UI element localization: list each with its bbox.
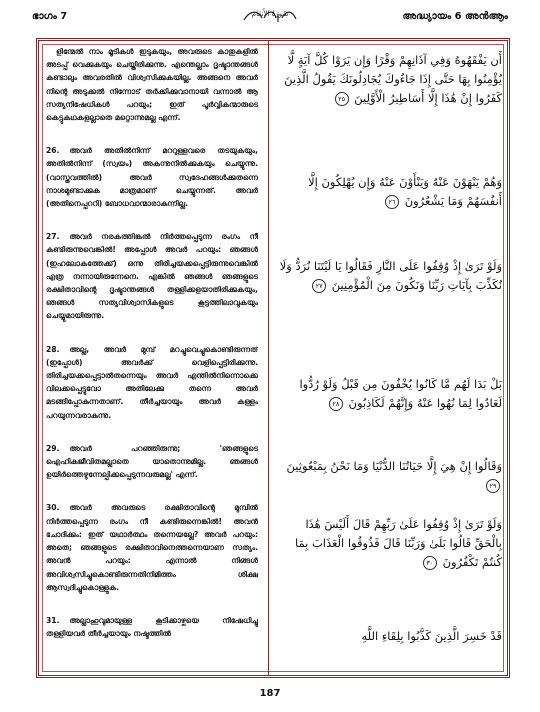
arabic-verse: وَقَالُوا إِنْ هِيَ إِلَّا حَيَاتُنَا الدُّنْيَا وَمَا نَحْنُ بِمَبْعُوثِينَ ٢٩ [276, 457, 502, 495]
column-divider [268, 41, 269, 675]
translation-column [46, 45, 258, 673]
page-header [0, 0, 540, 30]
verse-number-marker: ٢٧ [312, 279, 326, 293]
translation-paragraph: 26. അവർ അതിൽനിന്ന് മററുള്ളവരെ തടയുകയും, അതിൽനിന്ന് (സ്വയം) അകന്നുനിൽക്കുകയും ചെയ്യുന്നു. (വാസ്തവത്തിൽ) അവർ സ്വദേഹങ്ങൾക്കുതന്നെ നാശമുണ്ടാക്കുക മാത്രമാണ് ചെയ്യുന്നത്. അവർ (അതിനെപ്പററി) ബോധവാന്മാരാകുന്നില്ല. [46, 146, 258, 209]
verse-number-marker: ٢٥ [335, 92, 349, 106]
arabic-verse: أَن يَفْقَهُوهُ وَفِي آذَانِهِمْ وَقْرًا وَإِن يَرَوْا كُلَّ آيَةٍ لَّا يُؤْمِنُوا بِهَا حَتَّى إِذَا جَاءُوكَ يُجَادِلُونَكَ يَقُولُ الَّذِينَ كَفَرُوا إِنْ هَٰذَا إِلَّا أَسَاطِيرُ الْأَوَّلِينَ ٢٥ [284, 53, 502, 105]
verse-number-marker: ٢٦ [385, 195, 399, 209]
translation-paragraph: 29. അവർ പറഞ്ഞിരുന്നു; 'ഞങ്ങളുടെ ഐഹികജീവിതമല്ലാതെ യാതൊന്നുമില്ല. ഞങ്ങൾ ഉയിർത്തെഴുന്നേല്പിക്കപ്പെടുന്നവരുമല്ല' എന്ന്. [46, 443, 258, 480]
chapter-label: അദ്ധ്യായം 6 അൻആം [402, 11, 508, 22]
surah-title-text: سُورَةُ الأَنعَام [251, 10, 289, 18]
arabic-verse: وَهُمْ يَنْهَوْنَ عَنْهُ وَيَنْأَوْنَ عَنْهُ وَإِن يُهْلِكُونَ إِلَّا أَنفُسَهُمْ وَمَا يَشْعُرُونَ ٢٦ [308, 175, 502, 208]
verse-number-marker: ٣٠ [423, 556, 437, 570]
verse-number-marker: ٢٩ [486, 479, 500, 493]
translation-paragraph: 31. അല്ലാഹുവുമായുള്ള കൂടിക്കാഴ്ചയെ നിഷേധിച്ചു തള്ളിയവർ തീർച്ചയായും നഷ്ടത്തിൽ [46, 615, 258, 639]
translation-paragraph: 27. അവർ നരകത്തിങ്കൽ നിർത്തപ്പെടുന്ന രംഗം നീ കണ്ടിരുന്നുവെങ്കിൽ! അപ്പോൾ അവർ പറയും: ഞങ്ങൾ (ഇഹലോകത്തേക്ക്) ഒന്നു തിരിച്ചയക്കപ്പെട്ടിരുന്നുവെങ്കിൽ എത്ര നന്നായിരുന്നേനെ. എങ്കിൽ ഞങ്ങൾ ഞങ്ങളുടെ രക്ഷിതാവിന്റെ ദൃഷ്ടാന്തങ്ങൾ തള്ളിക്കളയാതിരിക്കുകയും, ഞങ്ങൾ സത്യവിശ്വാസികളുടെ കൂട്ടത്തിലാവുകയും ചെയ്യുമായിരുന്നു. [46, 232, 258, 321]
translation-paragraph: 30. അവർ അവരുടെ രക്ഷിതാവിന്റെ മുമ്പിൽ നിർത്തപ്പെടുന്ന രംഗം നീ കണ്ടിരുന്നെങ്കിൽ! അവൻ ചോദിക്കും: ഇത് യഥാർത്ഥം തന്നെയല്ലേ? അവർ പറയും: അതെ; ഞങ്ങളുടെ രക്ഷിതാവിനെത്തന്നെയാണ സത്യം. അവൻ പറയും: എന്നാൽ നിങ്ങൾ അവിശ്വസിച്ചുകൊണ്ടിരുന്നതിനിമിത്തം ശിക്ഷ ആസ്വദിച്ചുകൊള്ളുക. [46, 503, 258, 592]
arabic-verse: وَلَوْ تَرَىٰ إِذْ وُقِفُوا عَلَىٰ رَبِّهِمْ قَالَ أَلَيْسَ هَٰذَا بِالْحَقِّ قَالُوا بَلَىٰ وَرَبِّنَا قَالَ فَذُوقُوا الْعَذَابَ بِمَا كُنتُمْ تَكْفُرُونَ ٣٠ [294, 517, 502, 569]
translation-paragraph: ളിന്മേൽ നാം മൂടികൾ ഇടുകയും, അവരുടെ കാതുകളിൽ അടപ്പ് വെക്കുകയും ചെയ്തിരിക്കുന്നു. എന്തെല്ലാം ദൃഷ്ടാന്തങ്ങൾ കണ്ടാലും അവരതിൽ വിശ്വസിക്കുകയില്ല. അങ്ങനെ അവർ നിന്റെ അടുക്കൽ നിന്നോട് തർക്കിക്കുവാനായി വന്നാൽ ആ സത്യനിഷേധികൾ പറയും; ഇത് പൂർവ്വികന്മാരുടെ കെട്ടുകഥകളല്ലാതെ മറ്റൊന്നുമല്ല എന്ന്. [46, 47, 258, 123]
arabic-verse: وَلَوْ تَرَىٰ إِذْ وُقِفُوا عَلَى النَّارِ فَقَالُوا يَا لَيْتَنَا نُرَدُّ وَلَا نُكَذِّبَ بِآيَاتِ رَبِّنَا وَنَكُونَ مِنَ الْمُؤْمِنِينَ ٢٧ [279, 259, 502, 292]
part-label: ഭാഗം 7 [32, 11, 68, 22]
arabic-verse: قَدْ خَسِرَ الَّذِينَ كَذَّبُوا بِلِقَاءِ اللَّهِ [361, 629, 502, 643]
surah-calligraphy-emblem [238, 4, 302, 26]
translation-paragraph: 28. അല്ല, അവർ മുമ്പ് മറച്ചുവെച്ചുകൊണ്ടിരുന്നത് (ഇപ്പോൾ) അവർക്ക് വെളിപ്പെട്ടിരിക്കുന്നു. തിരിച്ചയക്കപ്പെട്ടാൽതന്നെയും അവർ എന്തിൽനിന്നൊക്കെ വിലക്കപ്പെട്ടുവോ അതിലേക്കു തന്നെ അവർ മടങ്ങിപ്പോകുന്നതാണ്. തീർച്ചയായും അവർ കള്ളം പറയുന്നവരാകുന്നു. [46, 344, 258, 420]
verse-number-marker: ٢٨ [329, 397, 343, 411]
arabic-column [276, 45, 502, 673]
arabic-verse: بَلْ بَدَا لَهُم مَّا كَانُوا يُخْفُونَ مِن قَبْلُ وَلَوْ رُدُّوا لَعَادُوا لِمَا نُهُوا عَنْهُ وَإِنَّهُمْ لَكَاذِبُونَ ٢٨ [299, 377, 502, 410]
page-number: 187 [259, 688, 281, 699]
